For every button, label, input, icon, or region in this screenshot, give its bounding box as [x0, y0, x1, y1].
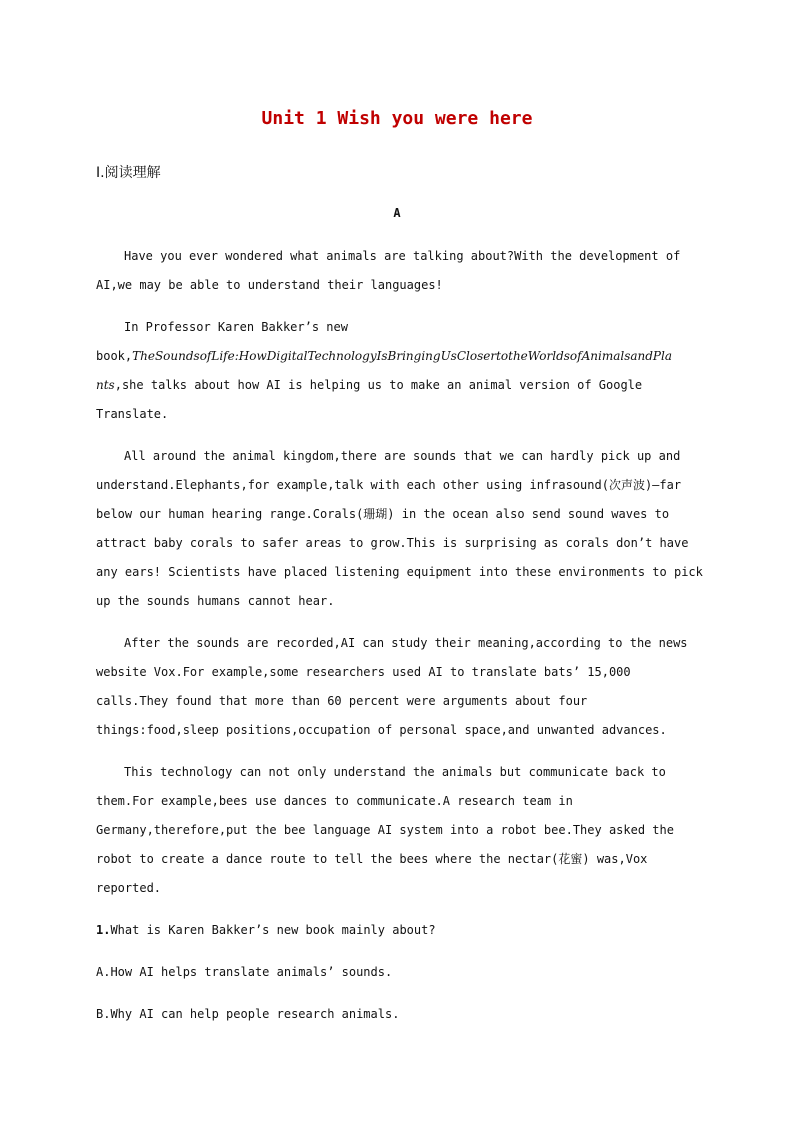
text-line: attract baby corals to safer areas to grow.This is surprising as corals don’t have — [96, 536, 689, 550]
text-line — [96, 342, 696, 371]
passage-label: A — [393, 206, 401, 220]
passage-body — [96, 242, 703, 1042]
text-line: website Vox.For example,some researchers used AI to translate bats’ 15,000 — [96, 665, 631, 679]
option-b — [96, 1000, 696, 1029]
text-line: AI,we may be able to understand their languages! — [96, 278, 443, 292]
text-line: Germany,therefore,put the bee language AI system into a robot bee.They asked the — [96, 823, 674, 837]
paragraph-1 — [96, 242, 696, 300]
section-heading: Ⅰ.阅读理解 — [96, 165, 161, 181]
option-text: A.How AI helps translate animals’ sounds. — [96, 965, 393, 979]
question-stem — [96, 916, 696, 945]
text-line: things:food,sleep positions,occupation of personal space,and unwanted advances. — [96, 723, 667, 737]
text-line: up the sounds humans cannot hear. — [96, 594, 335, 608]
text-line: After the sounds are recorded,AI can study their meaning,according to the news — [124, 636, 688, 650]
text-line: This technology can not only understand the animals but communicate back to — [124, 765, 666, 779]
text-line: robot to create a dance route to tell the bees where the nectar(花蜜) was,Vox — [96, 852, 648, 866]
option-text: B.Why AI can help people research animals. — [96, 1007, 400, 1021]
text-line: understand.Elephants,for example,talk with each other using infrasound(次声波)—far — [96, 478, 682, 492]
question-1 — [96, 916, 696, 945]
text-line: Have you ever wondered what animals are talking about?With the development of — [124, 249, 681, 263]
page-title: Unit 1 Wish you were here — [261, 108, 533, 129]
text-line: below our human hearing range.Corals(珊瑚) in the ocean also send sound waves to — [96, 507, 670, 521]
text-line: In Professor Karen Bakker’s new — [124, 320, 348, 334]
text-line: them.For example,bees use dances to communicate.A research team in — [96, 794, 573, 808]
text-line: calls.They found that more than 60 percent were arguments about four — [96, 694, 588, 708]
paragraph-5 — [96, 758, 696, 903]
paragraph-4 — [96, 629, 696, 745]
question-number: 1. — [96, 923, 111, 937]
paragraph-2 — [96, 313, 696, 429]
text-line: reported. — [96, 881, 162, 895]
text-fragment: book, — [96, 349, 133, 363]
text-line: any ears! Scientists have placed listening equipment into these environments to pick — [96, 565, 703, 579]
text-line: All around the animal kingdom,there are sounds that we can hardly pick up and — [124, 449, 681, 463]
book-title-end: nts — [96, 378, 115, 392]
option-a — [96, 958, 696, 987]
text-fragment: ,she talks about how AI is helping us to make an animal version of Google — [114, 378, 643, 392]
text-line: Translate. — [96, 407, 169, 421]
question-text: What is Karen Bakker’s new book mainly about? — [110, 923, 436, 937]
paragraph-3 — [96, 442, 703, 616]
book-title: TheSoundsofLife:HowDigitalTechnologyIsBringingUsClosertotheWorldsofAnimalsandPla — [132, 349, 672, 363]
text-line — [96, 371, 696, 400]
